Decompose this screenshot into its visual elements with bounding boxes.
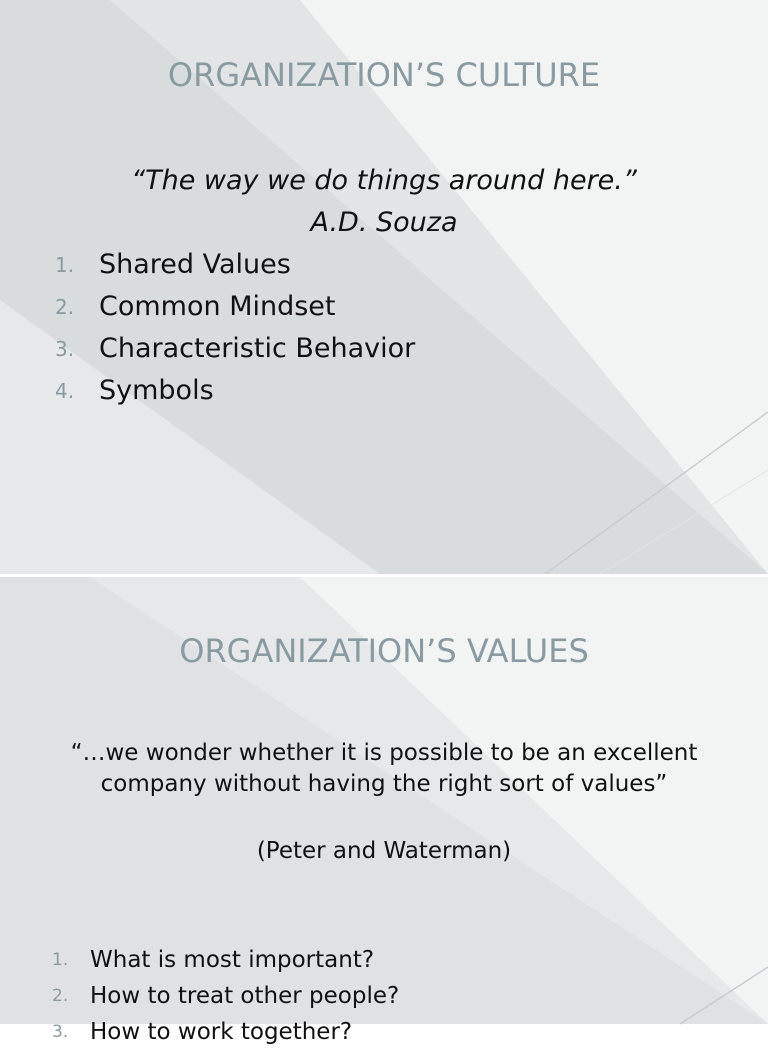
list-text: Symbols (99, 375, 214, 406)
slide-1-quote-author: A.D. Souza (310, 207, 458, 238)
slide-1-title: ORGANIZATION’S CULTURE (167, 56, 601, 94)
list-number: 2. (52, 986, 69, 1006)
list-number: 2. (55, 295, 75, 319)
list-text: How to work together? (90, 1019, 353, 1045)
list-number: 4. (55, 379, 75, 403)
list-text: How to treat other people? (90, 983, 400, 1009)
list-number: 3. (55, 337, 75, 361)
list-text: What is most important? (90, 947, 375, 973)
slide-2-title: ORGANIZATION’S VALUES (179, 632, 589, 670)
list-text: Shared Values (99, 249, 291, 280)
list-number: 1. (52, 950, 69, 970)
list-number: 3. (52, 1022, 69, 1042)
slide-1-quote: “The way we do things around here.” (131, 165, 637, 196)
slide-2-quote-author: (Peter and Waterman) (256, 838, 512, 864)
list-text: Common Mindset (99, 291, 336, 322)
list-number: 1. (55, 253, 75, 277)
list-text: Characteristic Behavior (99, 333, 416, 364)
slide-2-quote: “…we wonder whether it is possible to be an excellent company without having the right sort of values” (70, 740, 698, 797)
